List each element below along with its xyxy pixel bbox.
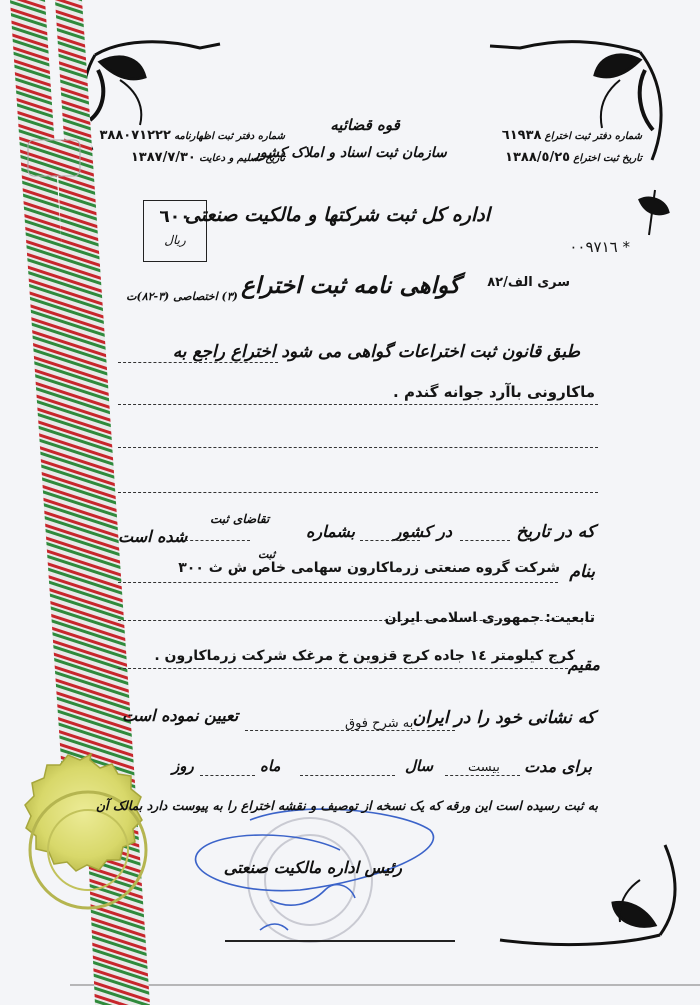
intro-text: طبق قانون ثبت اختراعات گواهی می شود اختراع راجع به xyxy=(172,342,580,362)
serial-number xyxy=(520,238,630,256)
residence-label: مقیم xyxy=(567,655,600,674)
signature-line xyxy=(225,940,455,942)
price-amount: ٦٠٠ xyxy=(159,207,191,227)
corner-ornament-bottom-right xyxy=(500,845,675,945)
declaration-number-value: ٣٨٨٠٧١٢٢٢ xyxy=(99,128,171,143)
nationality-value: جمهوری اسلامی ایران xyxy=(384,610,541,626)
residence-value: کرج کیلومتر ١٤ جاده کرج قزوین خ مرغک شرکت زرماکارون . xyxy=(154,648,575,664)
address-value: به شرح فوق xyxy=(345,716,414,731)
request-note: تقاضای ثبت xyxy=(210,512,270,526)
nationality-label: تابعیت: xyxy=(545,610,595,626)
nationality-row xyxy=(385,610,595,626)
serial-number-value: ٠٠٩٧١٦ xyxy=(569,238,618,256)
registration-number-label: شماره دفتر ثبت اختراع xyxy=(544,131,642,142)
price-unit: ریال xyxy=(164,233,186,247)
declaration-date-label: تاریخ تسلیم و دعایت xyxy=(199,153,285,164)
serial-asterisk-icon: * xyxy=(622,238,630,256)
duration-label: برای مدت xyxy=(524,757,592,776)
registration-number-value: ٦١٩٣٨ xyxy=(501,128,542,143)
declaration-number-label: شماره دفتر ثبت اظهارنامه xyxy=(174,131,285,142)
year-label: سال xyxy=(405,757,434,775)
registration-date-row xyxy=(467,150,642,165)
state-emblem-label: قوه قضائیه xyxy=(330,116,400,134)
declaration-date-row xyxy=(100,150,285,165)
declaration-date-value: ١٣٨٧/٧/٣٠ xyxy=(130,150,196,165)
filing-prefix: که در تاریخ xyxy=(516,522,595,542)
number-label: بشماره xyxy=(306,522,355,541)
certificate-title: گواهی نامه ثبت اختراع xyxy=(241,272,460,299)
registration-date-label: تاریخ ثبت اختراع xyxy=(573,153,642,164)
name-value: شرکت گروه صنعتی زرماکارون سهامی خاص ش ث ٣٠٠ xyxy=(178,560,560,576)
organization-name: سازمان ثبت اسناد و املاک کشور xyxy=(253,145,447,161)
form-code: (٣) اختصاصی (٣-٨٢)ت xyxy=(126,290,238,303)
registration-number-row xyxy=(467,128,642,143)
signature-title: رئیس اداره مالکیت صنعتی xyxy=(223,858,402,877)
duration-value: بیست xyxy=(468,760,500,775)
registration-date-value: ١٣٨٨/٥/٢٥ xyxy=(505,150,571,165)
address-suffix: تعیین نموده است xyxy=(122,706,239,725)
in-country-label: در کشور xyxy=(393,522,452,541)
invention-title: ماکارونی باآرد جوانه گندم . xyxy=(393,383,595,401)
serial-series: سری الف/٨٢ xyxy=(487,275,570,290)
name-label: بنام xyxy=(569,562,595,582)
month-label: ماه xyxy=(260,757,281,775)
registered-label: شده است xyxy=(118,527,188,546)
declaration-number-row xyxy=(100,128,285,143)
name-note: ثبت xyxy=(258,548,276,561)
address-prefix: که نشانی خود را در ایران xyxy=(412,708,595,728)
day-label: روز xyxy=(172,757,194,775)
closing-text: به ثبت رسیده است این ورقه که یک نسخه از توصیف و نقشه اختراع را به پیوست دارد بمالک آن xyxy=(95,798,598,813)
department-name: اداره کل ثبت شرکتها و مالکیت صنعتی xyxy=(184,204,490,226)
